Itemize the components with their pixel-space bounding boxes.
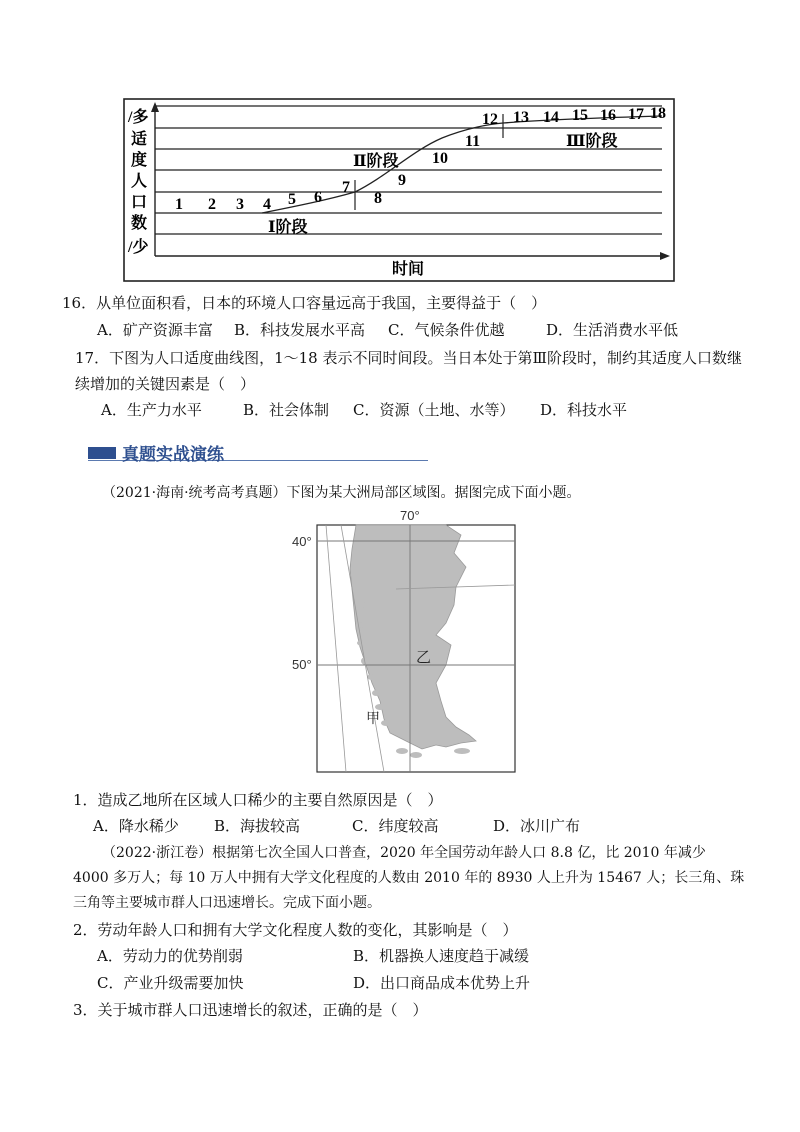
population-curve-chart <box>122 96 678 284</box>
y-label-char-2: 度 <box>131 152 148 169</box>
point-label-11: 11 <box>465 133 481 150</box>
point-label-12: 12 <box>482 111 498 128</box>
south-america-map <box>286 505 524 775</box>
q1-option-c: C．纬度较高 <box>352 817 439 835</box>
place-jia-label: 甲 <box>366 711 380 727</box>
point-label-10: 10 <box>432 150 448 167</box>
y-label-top: /多 <box>128 109 149 126</box>
q2-option-d: D．出口商品成本优势上升 <box>353 974 531 992</box>
q17-option-a: A．生产力水平 <box>101 401 202 419</box>
q1-option-d: D．冰川广布 <box>493 817 581 835</box>
intro-2021: （2021·海南·统考高考真题）下图为某大洲局部区域图。据图完成下面小题。 <box>102 485 581 501</box>
point-labels <box>175 105 666 213</box>
q2-stem: 2．劳动年龄人口和拥有大学文化程度人数的变化，其影响是（ ） <box>73 921 518 939</box>
q1-option-a: A．降水稀少 <box>93 817 179 835</box>
point-label-17: 17 <box>628 106 644 123</box>
intro-2022-line2: 4000 多万人；每 10 万人中拥有大学文化程度的人数由 2010 年的 8930 人上升为 15467 人；长三角、珠 <box>73 870 745 886</box>
q16-option-a: A．矿产资源丰富 <box>97 321 213 339</box>
stage-1-label: Ⅰ阶段 <box>268 219 308 236</box>
point-label-5: 5 <box>288 191 296 208</box>
chart-frame <box>124 99 674 281</box>
q1-stem: 1．造成乙地所在区域人口稀少的主要自然原因是（ ） <box>73 791 443 809</box>
y-label-char-1: 适 <box>131 131 148 148</box>
x-axis-arrow <box>660 252 670 260</box>
x-axis-label: 时间 <box>392 261 425 278</box>
point-label-3: 3 <box>236 196 244 213</box>
point-label-8: 8 <box>374 190 382 207</box>
q16-option-b: B．科技发展水平高 <box>234 321 366 339</box>
q2-option-c: C．产业升级需要加快 <box>97 974 244 992</box>
point-label-7: 7 <box>342 179 350 196</box>
q16-stem: 16．从单位面积看，日本的环境人口容量远高于我国，主要得益于（ ） <box>62 294 547 312</box>
population-curve <box>262 116 662 213</box>
y-label-char-4: 口 <box>131 194 148 211</box>
place-yi-label: 乙 <box>416 648 432 666</box>
q2-option-a: A．劳动力的优势削弱 <box>97 947 243 965</box>
q16-option-c: C．气候条件优越 <box>388 321 505 339</box>
section-banner-title: 真题实战演练 <box>122 445 224 465</box>
q17-stem-line1: 17．下图为人口适度曲线图，1～18 表示不同时间段。当日本处于第Ⅲ阶段时，制约其适度人口数继 <box>75 349 742 367</box>
point-label-4: 4 <box>263 196 271 213</box>
y-label-bottom: /少 <box>128 239 149 256</box>
point-label-16: 16 <box>600 107 616 124</box>
point-label-1: 1 <box>175 196 183 213</box>
section-banner-block <box>88 447 116 459</box>
y-label-char-3: 人 <box>131 173 148 190</box>
lat-40-label: 40° <box>292 534 312 549</box>
point-label-13: 13 <box>513 109 529 126</box>
q17-option-c: C．资源（土地、水等） <box>353 401 515 419</box>
stage-2-label: Ⅱ阶段 <box>353 153 399 170</box>
lat-50-label: 50° <box>292 657 312 672</box>
point-label-15: 15 <box>572 107 588 124</box>
point-label-9: 9 <box>398 172 406 189</box>
point-label-14: 14 <box>543 109 559 126</box>
intro-2022-line1: （2022·浙江卷）根据第七次全国人口普查，2020 年全国劳动年龄人口 8.8 亿，比 2010 年减少 <box>102 845 706 861</box>
q2-option-b: B．机器换人速度趋于减缓 <box>353 947 530 965</box>
y-axis-arrow <box>151 102 159 112</box>
intro-2022-line3: 三角等主要城市群人口迅速增长。完成下面小题。 <box>73 895 381 911</box>
point-label-18: 18 <box>650 105 666 122</box>
q3-stem: 3．关于城市群人口迅速增长的叙述，正确的是（ ） <box>73 1001 428 1019</box>
q17-stem-line2: 续增加的关键因素是（ ） <box>75 375 256 393</box>
point-label-6: 6 <box>314 189 322 206</box>
q16-option-d: D．生活消费水平低 <box>546 321 679 339</box>
q17-option-d: D．科技水平 <box>540 401 628 419</box>
y-label-char-5: 数 <box>131 215 148 232</box>
lon-70-label: 70° <box>400 508 420 523</box>
q1-option-b: B．海拔较高 <box>214 817 301 835</box>
point-label-2: 2 <box>208 196 216 213</box>
stage-3-label: Ⅲ阶段 <box>566 133 618 150</box>
chart-gridlines <box>155 106 662 234</box>
q17-option-b: B．社会体制 <box>243 401 330 419</box>
